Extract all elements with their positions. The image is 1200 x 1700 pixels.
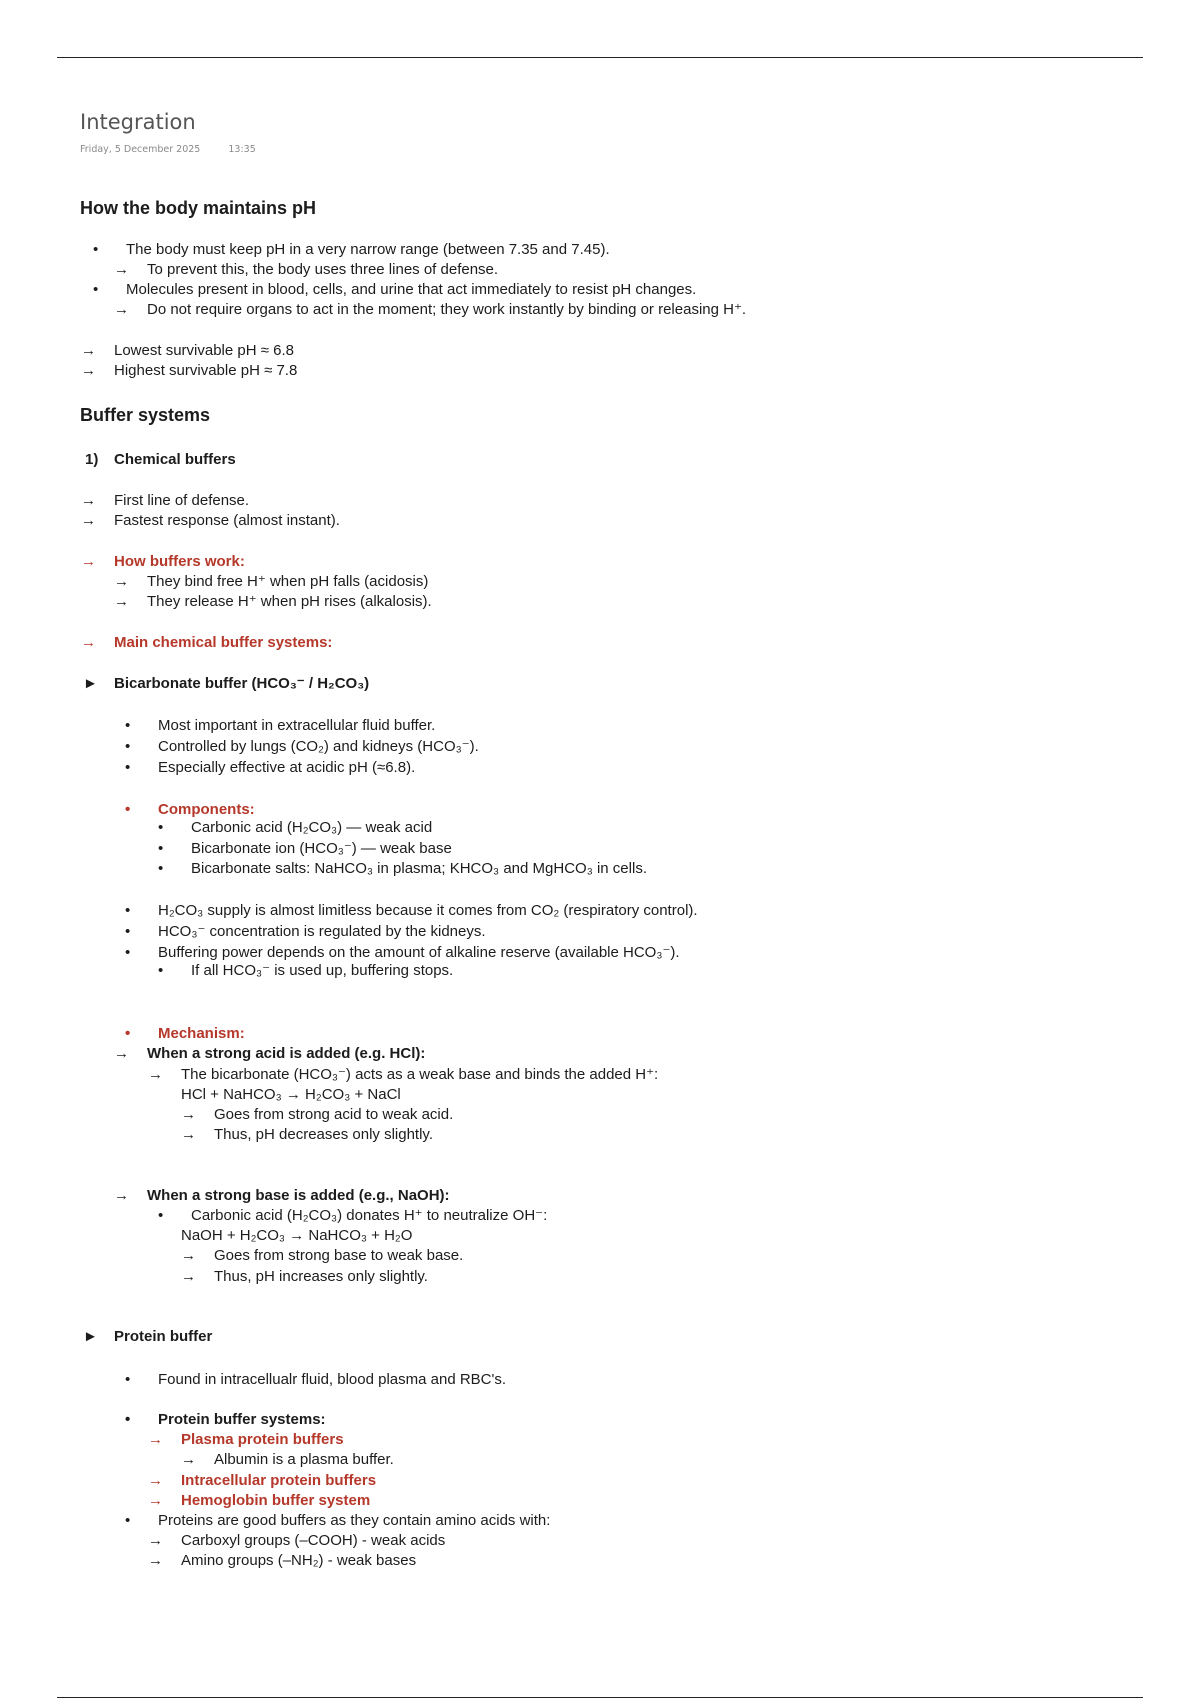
list-item: •Proteins are good buffers as they contain amino acids with: (125, 1512, 550, 1530)
list-item: → Thus, pH decreases only slightly. (181, 1126, 433, 1143)
list-item: → Fastest response (almost instant). (81, 512, 340, 529)
protein-buffer-heading: ► Protein buffer (83, 1328, 213, 1345)
triangle-right-icon: ► (83, 675, 98, 692)
list-item: •Bicarbonate salts: NaHCO₃ in plasma; KHCO₃ and MgHCO₃ in cells. (158, 860, 647, 878)
arrow-icon: → (114, 573, 129, 590)
arrow-icon: → (148, 1066, 163, 1083)
strong-acid-heading: → When a strong acid is added (e.g. HCl): (114, 1045, 426, 1062)
arrow-icon: → (114, 1045, 129, 1062)
list-item: •H₂CO₃ supply is almost limitless because it comes from CO₂ (respiratory control). (125, 902, 698, 920)
subheading-chemical-buffers: 1) Chemical buffers (85, 451, 236, 468)
arrow-icon: → (148, 1492, 163, 1509)
bullet-icon (125, 1025, 158, 1043)
list-item: → Carboxyl groups (–COOH) - weak acids (148, 1532, 446, 1549)
list-item: → Goes from strong base to weak base. (181, 1247, 464, 1264)
arrow-icon: → (81, 342, 96, 359)
bullet-icon (158, 819, 191, 837)
list-item: → Do not require organs to act in the moment; they work instantly by binding or releasing H⁺. (114, 301, 747, 318)
bullet-icon (125, 1371, 158, 1389)
protein-systems-heading: •Protein buffer systems: (125, 1411, 326, 1429)
arrow-icon: → (181, 1247, 196, 1264)
acid-equation: HCl + NaHCO₃ → H₂CO₃ + NaCl (181, 1086, 401, 1103)
strong-base-heading: → When a strong base is added (e.g., NaOH): (114, 1187, 450, 1204)
list-item: •Buffering power depends on the amount of alkaline reserve (available HCO₃⁻). (125, 944, 680, 962)
bullet-icon (125, 902, 158, 920)
arrow-icon: → (148, 1532, 163, 1549)
list-item: → The bicarbonate (HCO₃⁻) acts as a weak base and binds the added H⁺: (148, 1066, 659, 1083)
arrow-icon: → (114, 593, 129, 610)
bullet-icon (93, 281, 126, 299)
list-item: → Amino groups (–NH₂) - weak bases (148, 1552, 417, 1569)
arrow-icon: → (81, 362, 96, 379)
list-item: •Found in intracellualr fluid, blood plasma and RBC's. (125, 1371, 506, 1389)
bullet-icon (125, 1411, 158, 1429)
bullet-icon (125, 717, 158, 735)
page-time: 13:35 (228, 144, 256, 155)
bullet-icon (125, 923, 158, 941)
arrow-icon: → (114, 261, 129, 278)
bullet-icon (125, 738, 158, 756)
arrow-icon: → (181, 1268, 196, 1285)
list-item: •Especially effective at acidic pH (≈6.8). (125, 759, 415, 777)
mechanism-heading: •Mechanism: (125, 1025, 245, 1043)
arrow-icon: → (81, 634, 96, 651)
top-rule (57, 57, 1143, 58)
arrow-icon: → (114, 1187, 129, 1204)
bullet-icon (125, 944, 158, 962)
list-item: → They release H⁺ when pH rises (alkalosis). (114, 593, 432, 610)
page-title: Integration (80, 110, 196, 134)
page-meta (80, 144, 284, 155)
arrow-icon: → (181, 1106, 196, 1123)
list-item: → First line of defense. (81, 492, 250, 509)
bicarbonate-heading: ► Bicarbonate buffer (HCO₃⁻ / H₂CO₃) (83, 675, 370, 692)
bullet-icon (125, 1512, 158, 1530)
list-item: •HCO₃⁻ concentration is regulated by the kidneys. (125, 923, 486, 941)
main-chemical-buffer-systems: → Main chemical buffer systems: (81, 634, 333, 651)
bottom-rule (57, 1697, 1143, 1698)
arrow-icon: → (148, 1552, 163, 1569)
components-heading: •Components: (125, 801, 255, 819)
arrow-icon: → (81, 512, 96, 529)
arrow-icon: → (148, 1431, 163, 1448)
bullet-icon (158, 840, 191, 858)
list-item: •Carbonic acid (H₂CO₃) — weak acid (158, 819, 432, 837)
list-item: •Most important in extracellular fluid buffer. (125, 717, 435, 735)
arrow-icon: → (181, 1126, 196, 1143)
base-equation: NaOH + H₂CO₃ → NaHCO₃ + H₂O (181, 1227, 413, 1244)
triangle-right-icon: ► (83, 1328, 98, 1345)
arrow-icon: → (114, 301, 129, 318)
list-item: •Molecules present in blood, cells, and urine that act immediately to resist pH changes. (93, 281, 696, 299)
arrow-icon: → (81, 553, 96, 570)
heading-buffer-systems: Buffer systems (80, 405, 211, 425)
list-item: → They bind free H⁺ when pH falls (acidosis) (114, 573, 429, 590)
list-item: → Thus, pH increases only slightly. (181, 1268, 428, 1285)
arrow-icon: → (81, 492, 96, 509)
heading-ph: How the body maintains pH (80, 198, 317, 218)
bullet-icon (158, 962, 191, 980)
plasma-protein-buffers: → Plasma protein buffers (148, 1431, 344, 1448)
bullet-icon (93, 241, 126, 259)
bullet-icon (158, 1207, 191, 1225)
bullet-icon (158, 860, 191, 878)
list-item: •Carbonic acid (H₂CO₃) donates H⁺ to neutralize OH⁻: (158, 1207, 547, 1225)
list-item: •If all HCO₃⁻ is used up, buffering stops. (158, 962, 453, 980)
hemoglobin-buffer-system: → Hemoglobin buffer system (148, 1492, 371, 1509)
how-buffers-work: → How buffers work: (81, 553, 245, 570)
list-item: → To prevent this, the body uses three lines of defense. (114, 261, 499, 278)
list-item: → Lowest survivable pH ≈ 6.8 (81, 342, 294, 359)
page-date: Friday, 5 December 2025 (80, 144, 201, 155)
arrow-icon: → (148, 1472, 163, 1489)
list-item: → Albumin is a plasma buffer. (181, 1451, 394, 1468)
intracellular-protein-buffers: → Intracellular protein buffers (148, 1472, 377, 1489)
bullet-icon (125, 759, 158, 777)
list-item: → Goes from strong acid to weak acid. (181, 1106, 454, 1123)
arrow-icon: → (181, 1451, 196, 1468)
list-item: •Controlled by lungs (CO₂) and kidneys (HCO₃⁻). (125, 738, 479, 756)
list-item: → Highest survivable pH ≈ 7.8 (81, 362, 298, 379)
list-item: •The body must keep pH in a very narrow range (between 7.35 and 7.45). (93, 241, 610, 259)
bullet-icon (125, 801, 158, 819)
list-item: •Bicarbonate ion (HCO₃⁻) — weak base (158, 840, 452, 858)
